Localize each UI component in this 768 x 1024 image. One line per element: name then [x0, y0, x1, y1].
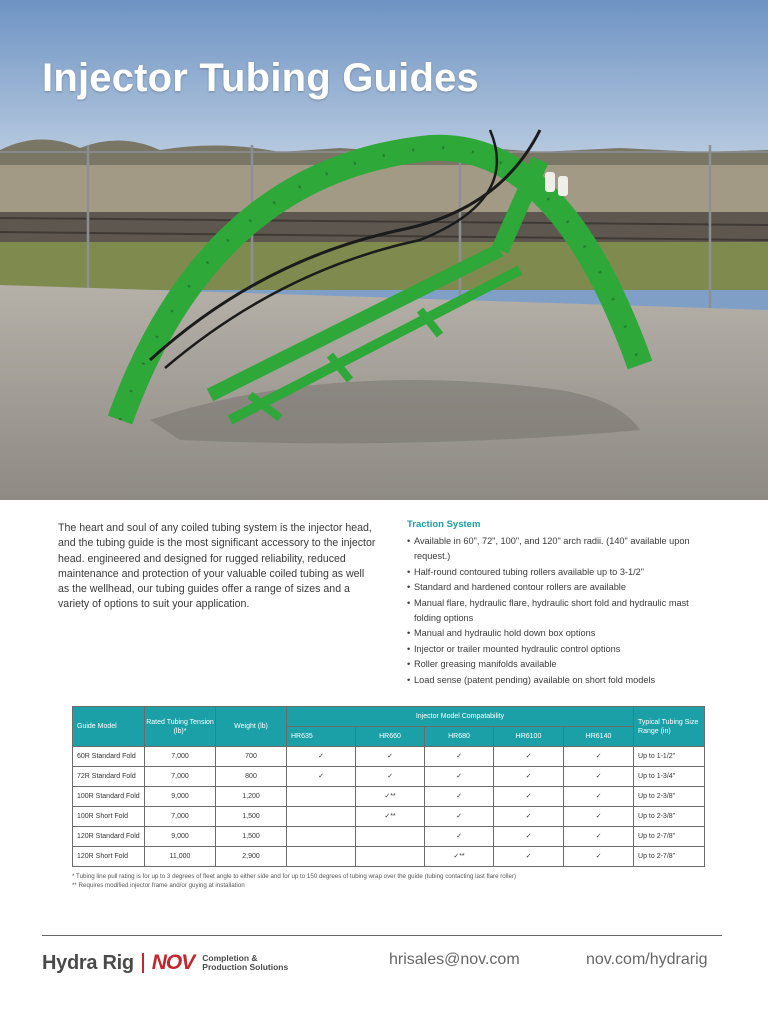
cell-compat: ✓ [287, 767, 356, 787]
cell-tension: 11,000 [145, 847, 216, 867]
cell-size-range: Up to 2-7/8" [634, 827, 705, 847]
cell-tension: 9,000 [145, 787, 216, 807]
cell-compat: ✓ [425, 827, 494, 847]
hero-photo [0, 0, 768, 500]
cell-compat: ✓ [425, 807, 494, 827]
cell-compat: ✓** [425, 847, 494, 867]
traction-system-heading: Traction System [407, 519, 481, 530]
company-logo [42, 951, 288, 975]
cell-compat: ✓ [564, 807, 634, 827]
logo-hydra-rig: Hydra Rig [42, 951, 134, 974]
logo-nov: NOV [151, 951, 195, 974]
header-tubing-size-range: Typical Tubing Size Range (in) [634, 707, 705, 747]
cell-compat: ✓ [494, 787, 564, 807]
cell-tension: 7,000 [145, 767, 216, 787]
traction-system-section [407, 519, 717, 688]
cell-compat: ✓ [287, 747, 356, 767]
cell-compat: ✓ [564, 827, 634, 847]
cell-compat: ✓ [425, 747, 494, 767]
cell-weight: 800 [216, 767, 287, 787]
cell-guide-model: 100R Short Fold [73, 807, 145, 827]
cell-compat: ✓ [494, 827, 564, 847]
table-row [73, 827, 705, 847]
cell-compat: ✓** [356, 807, 425, 827]
cell-compat: ✓ [356, 747, 425, 767]
footnote-tension: * Tubing line pull rating is for up to 3 degrees of fleet angle to either side and for up to 150 degrees of tubing wrap over the guide (tubing contacting last flare roller) [72, 873, 517, 880]
feature-item: • Roller greasing manifolds available [407, 657, 717, 672]
cell-tension: 7,000 [145, 807, 216, 827]
cell-size-range: Up to 1-1/2" [634, 747, 705, 767]
table-row [73, 847, 705, 867]
header-injector-compatibility: Injector Model Compatability [287, 707, 634, 727]
cell-weight: 2,900 [216, 847, 287, 867]
cell-compat [287, 847, 356, 867]
header-model-hr660: HR660 [356, 727, 425, 747]
sales-email-link[interactable]: hrisales@nov.com [389, 951, 520, 968]
cell-compat: ✓ [564, 747, 634, 767]
cell-weight: 1,200 [216, 787, 287, 807]
cell-guide-model: 120R Short Fold [73, 847, 145, 867]
cell-compat: ✓** [356, 787, 425, 807]
cell-tension: 7,000 [145, 747, 216, 767]
logo-cps-line1: Completion & [202, 953, 258, 963]
header-weight: Weight (lb) [216, 707, 287, 747]
cell-guide-model: 60R Standard Fold [73, 747, 145, 767]
cell-compat [287, 827, 356, 847]
cell-tension: 9,000 [145, 827, 216, 847]
header-rated-tension: Rated Tubing Tension (lb)* [145, 707, 216, 747]
cell-guide-model: 120R Standard Fold [73, 827, 145, 847]
feature-item: • Manual and hydraulic hold down box options [407, 626, 717, 641]
cell-guide-model: 72R Standard Fold [73, 767, 145, 787]
logo-completion-production [202, 954, 288, 972]
cell-compat [287, 807, 356, 827]
cell-compat: ✓ [494, 807, 564, 827]
header-model-hr680: HR680 [425, 727, 494, 747]
cell-compat: ✓ [564, 787, 634, 807]
table-row [73, 767, 705, 787]
cell-compat: ✓ [425, 767, 494, 787]
cell-size-range: Up to 2-3/8" [634, 807, 705, 827]
cell-compat: ✓ [564, 767, 634, 787]
footnote-modified-frame: ** Requires modified injector frame and/or guying at installation [72, 881, 245, 889]
traction-feature-list [407, 534, 717, 688]
cell-compat [287, 787, 356, 807]
cell-compat: ✓ [494, 767, 564, 787]
spec-table [72, 706, 705, 867]
feature-item: • Load sense (patent pending) available on short fold models [407, 673, 717, 688]
header-model-hr635: HR635 [287, 727, 356, 747]
footer-divider [42, 935, 722, 936]
cell-weight: 1,500 [216, 807, 287, 827]
cell-compat [356, 827, 425, 847]
cell-compat: ✓ [425, 787, 494, 807]
cell-size-range: Up to 2-7/8" [634, 847, 705, 867]
feature-item: • Manual flare, hydraulic flare, hydraulic short fold and hydraulic mast folding options [407, 596, 717, 627]
feature-item: • Available in 60", 72", 100", and 120" arch radii. (140" available upon request.) [407, 534, 717, 565]
table-row [73, 787, 705, 807]
header-model-hr6140: HR6140 [564, 727, 634, 747]
feature-item: • Injector or trailer mounted hydraulic control options [407, 642, 717, 657]
table-row [73, 747, 705, 767]
feature-item: • Standard and hardened contour rollers are available [407, 580, 717, 595]
cell-size-range: Up to 2-3/8" [634, 787, 705, 807]
cell-compat: ✓ [494, 847, 564, 867]
website-link[interactable]: nov.com/hydrarig [586, 951, 708, 968]
page-title: Injector Tubing Guides [42, 56, 479, 100]
feature-item: • Half-round contoured tubing rollers available up to 3-1/2" [407, 565, 717, 580]
cell-weight: 1,500 [216, 827, 287, 847]
logo-divider [142, 953, 144, 973]
intro-paragraph: The heart and soul of any coiled tubing system is the injector head, and the tubing guide is the most significant accessory to the injector head. engineered and designed for rugged reliability, reduced maintenance and protection of your valuable coiled tubing as well as the wellhead, our tubing guides offer a range of sizes and a variety of options to suit your application. [58, 522, 376, 611]
header-guide-model: Guide Model [73, 707, 145, 747]
table-footnotes [72, 873, 516, 890]
table-row [73, 807, 705, 827]
cell-size-range: Up to 1-3/4" [634, 767, 705, 787]
cell-weight: 700 [216, 747, 287, 767]
logo-cps-line2: Production Solutions [202, 962, 289, 972]
cell-compat: ✓ [494, 747, 564, 767]
cell-compat: ✓ [356, 767, 425, 787]
cell-compat [356, 847, 425, 867]
cell-compat: ✓ [564, 847, 634, 867]
cell-guide-model: 100R Standard Fold [73, 787, 145, 807]
header-model-hr6100: HR6100 [494, 727, 564, 747]
